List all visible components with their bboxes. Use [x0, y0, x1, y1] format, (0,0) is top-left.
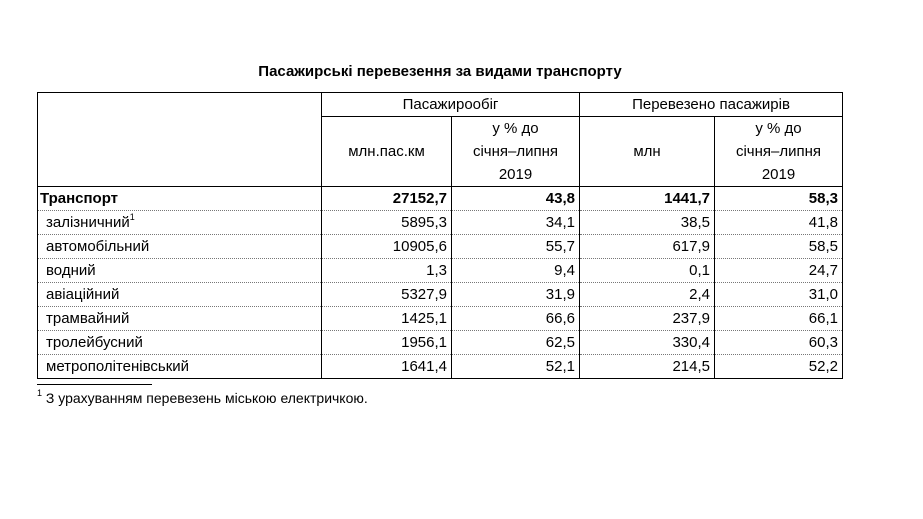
cell-passengers-pct: 58,3 — [715, 187, 843, 211]
cell-passengers: 38,5 — [580, 211, 715, 235]
header-pct-turnover: у % до січня–липня 2019 — [452, 117, 580, 187]
row-label: водний — [38, 259, 322, 283]
row-label: авіаційний — [38, 283, 322, 307]
cell-turnover: 27152,7 — [322, 187, 452, 211]
header-unit-mln: млн — [580, 117, 715, 187]
header-unit-pkm: млн.пас.км — [322, 117, 452, 187]
header-passengers-carried: Перевезено пасажирів — [580, 93, 843, 117]
cell-turnover-pct: 9,4 — [452, 259, 580, 283]
cell-turnover-pct: 34,1 — [452, 211, 580, 235]
table-title: Пасажирські перевезення за видами транспорту — [258, 63, 622, 80]
cell-turnover-pct: 43,8 — [452, 187, 580, 211]
cell-passengers: 330,4 — [580, 331, 715, 355]
table-row — [38, 283, 843, 307]
cell-passengers: 1441,7 — [580, 187, 715, 211]
cell-turnover-pct: 55,7 — [452, 235, 580, 259]
footnote-divider — [37, 384, 152, 385]
cell-passengers-pct: 60,3 — [715, 331, 843, 355]
table-row — [38, 259, 843, 283]
cell-turnover: 1425,1 — [322, 307, 452, 331]
cell-turnover-pct: 52,1 — [452, 355, 580, 379]
cell-turnover: 10905,6 — [322, 235, 452, 259]
row-label: трамвайний — [38, 307, 322, 331]
row-label: тролейбусний — [38, 331, 322, 355]
cell-turnover: 1,3 — [322, 259, 452, 283]
cell-turnover: 1956,1 — [322, 331, 452, 355]
cell-passengers-pct: 24,7 — [715, 259, 843, 283]
header-pct-passengers: у % до січня–липня 2019 — [715, 117, 843, 187]
cell-turnover-pct: 62,5 — [452, 331, 580, 355]
row-label: залізничний$^1$ — [38, 211, 322, 235]
table-row-total — [38, 187, 843, 211]
cell-turnover-pct: 31,9 — [452, 283, 580, 307]
cell-passengers-pct: 58,5 — [715, 235, 843, 259]
cell-passengers: 617,9 — [580, 235, 715, 259]
footnote-ref: 1 — [129, 212, 135, 222]
cell-passengers: 237,9 — [580, 307, 715, 331]
row-label: Транспорт — [38, 187, 322, 211]
table-row — [38, 211, 843, 235]
transport-table — [37, 92, 843, 379]
header-row-groups — [38, 93, 843, 117]
cell-passengers-pct: 66,1 — [715, 307, 843, 331]
table-row — [38, 355, 843, 379]
cell-turnover: 5327,9 — [322, 283, 452, 307]
row-label: автомобільний — [38, 235, 322, 259]
cell-turnover: 1641,4 — [322, 355, 452, 379]
cell-passengers-pct: 41,8 — [715, 211, 843, 235]
cell-passengers: 214,5 — [580, 355, 715, 379]
cell-turnover: 5895,3 — [322, 211, 452, 235]
footnote — [37, 390, 368, 406]
cell-passengers-pct: 31,0 — [715, 283, 843, 307]
row-label: метрополітенівський — [38, 355, 322, 379]
header-blank-cell — [38, 93, 322, 187]
table-row — [38, 331, 843, 355]
footnote-mark: 1 — [37, 388, 43, 399]
cell-passengers: 2,4 — [580, 283, 715, 307]
footnote-text: З урахуванням перевезень міською електричкою. — [42, 390, 368, 406]
header-passenger-turnover: Пасажирообіг — [322, 93, 580, 117]
cell-passengers: 0,1 — [580, 259, 715, 283]
table-row — [38, 307, 843, 331]
table-row — [38, 235, 843, 259]
cell-turnover-pct: 66,6 — [452, 307, 580, 331]
cell-passengers-pct: 52,2 — [715, 355, 843, 379]
